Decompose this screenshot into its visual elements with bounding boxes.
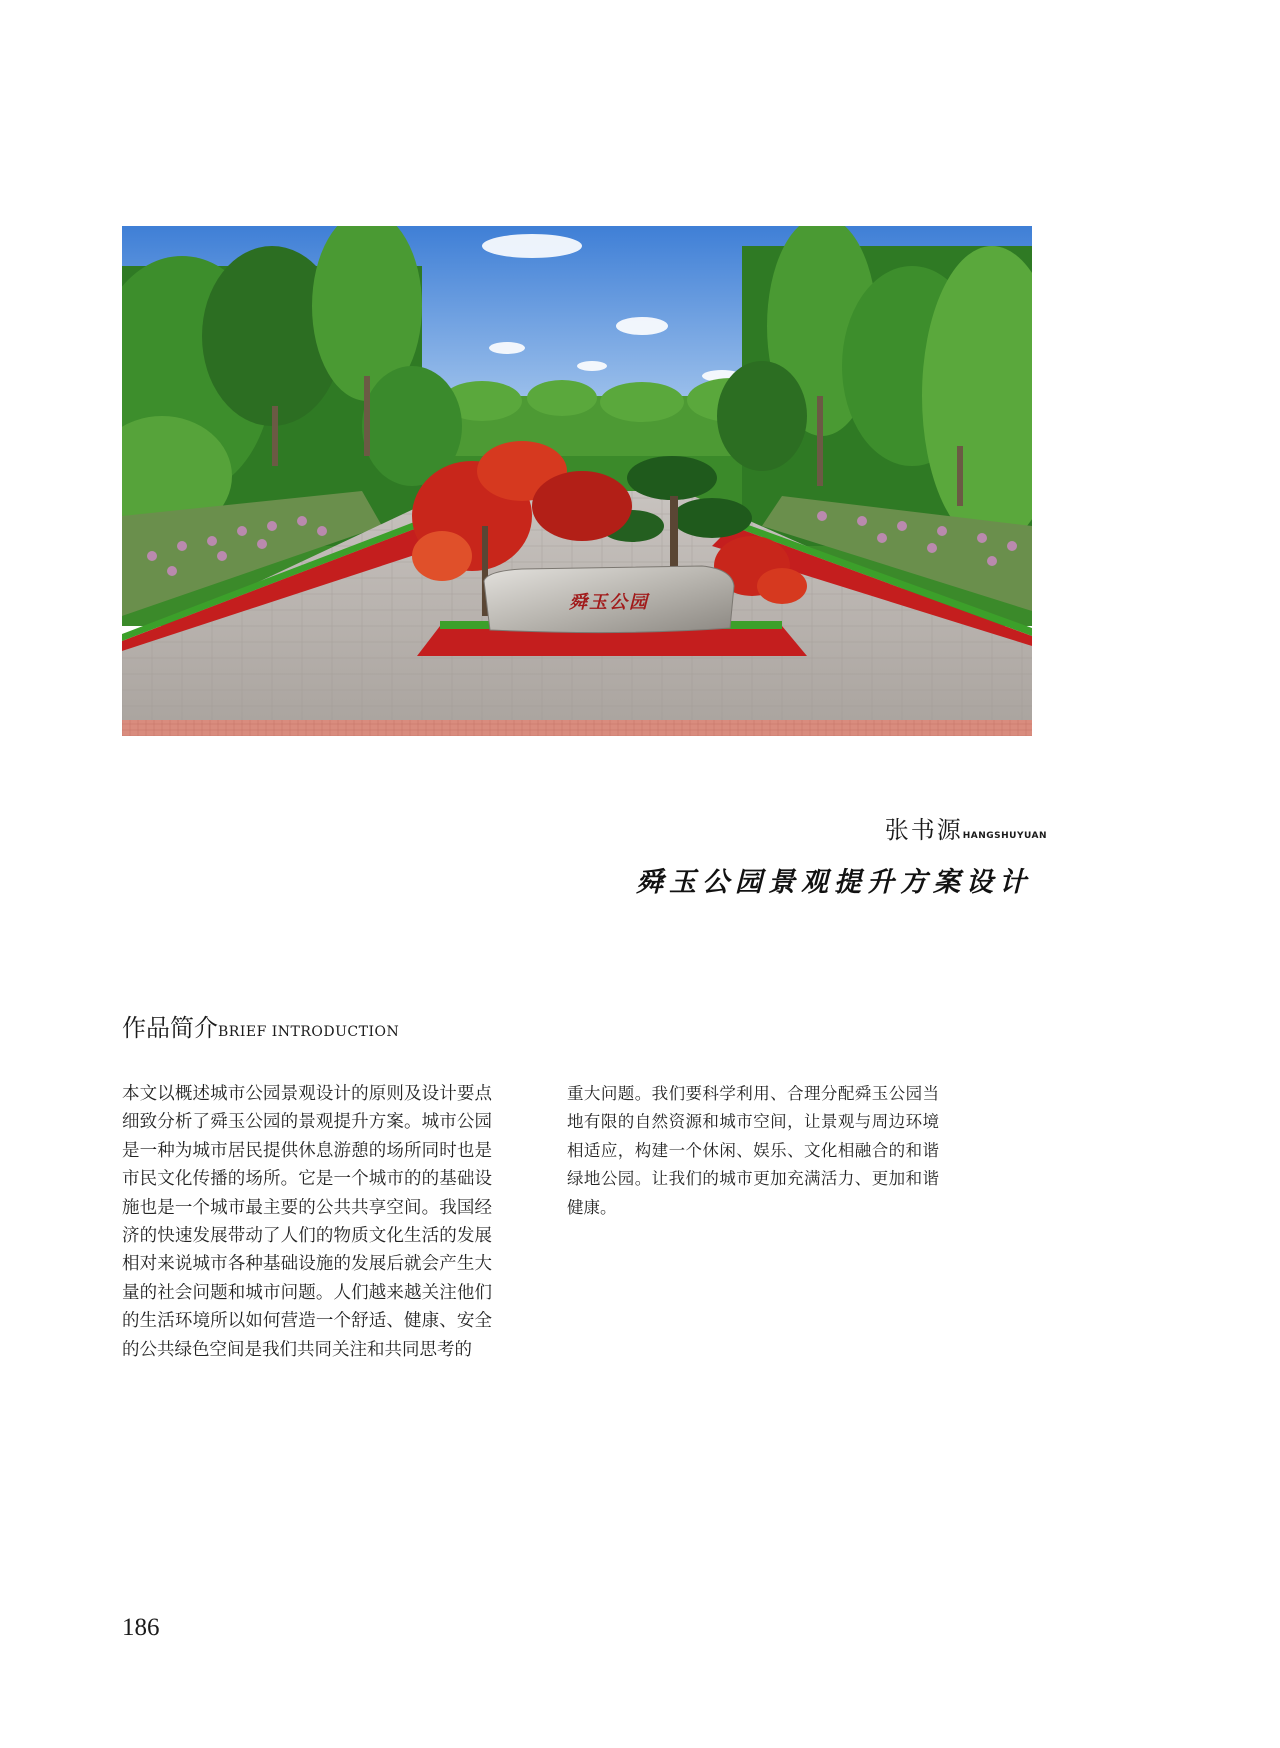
park-rendering-image (122, 226, 1032, 736)
left-trees (122, 226, 462, 546)
project-title: 舜玉公园景观提升方案设计 (636, 867, 1032, 898)
park-rendering-svg (122, 226, 1032, 736)
author-pinyin: HANGSHUYUAN (962, 831, 1047, 841)
right-trees (717, 226, 1032, 546)
author-name: 张书源 (884, 816, 963, 844)
section-heading-en: BRIEF INTRODUCTION (218, 1024, 400, 1040)
section-heading (122, 1008, 399, 1043)
stone-inscription: 舜玉公园 (569, 592, 649, 613)
brick-strip (122, 720, 1032, 736)
page-number: 186 (122, 1614, 160, 1641)
body-right-column: 重大问题。我们要科学利用、合理分配舜玉公园当地有限的自然资源和城市空间，让景观与周边环境相适应，构建一个休闲、娱乐、文化相融合的和谐绿地公园。让我们的城市更加充满活力、更加和谐健康。 (567, 1084, 939, 1217)
section-heading-cn: 作品简介 (122, 1014, 218, 1042)
body-left-column: 本文以概述城市公园景观设计的原则及设计要点细致分析了舜玉公园的景观提升方案。城市公园是一种为城市居民提供休息游憩的场所同时也是市民文化传播的场所。它是一个城市的的基础设施也是一个城市最主要的公共共享空间。我国经济的快速发展带动了人们的物质文化生活的发展相对来说城市各种基础设施的发展后就会产生大量的社会问题和城市问题。人们越来越关注他们的生活环境所以如何营造一个舒适、健康、安全的公共绿色空间是我们共同关注和共同思考的 (122, 1084, 492, 1360)
author-line (885, 810, 1047, 845)
